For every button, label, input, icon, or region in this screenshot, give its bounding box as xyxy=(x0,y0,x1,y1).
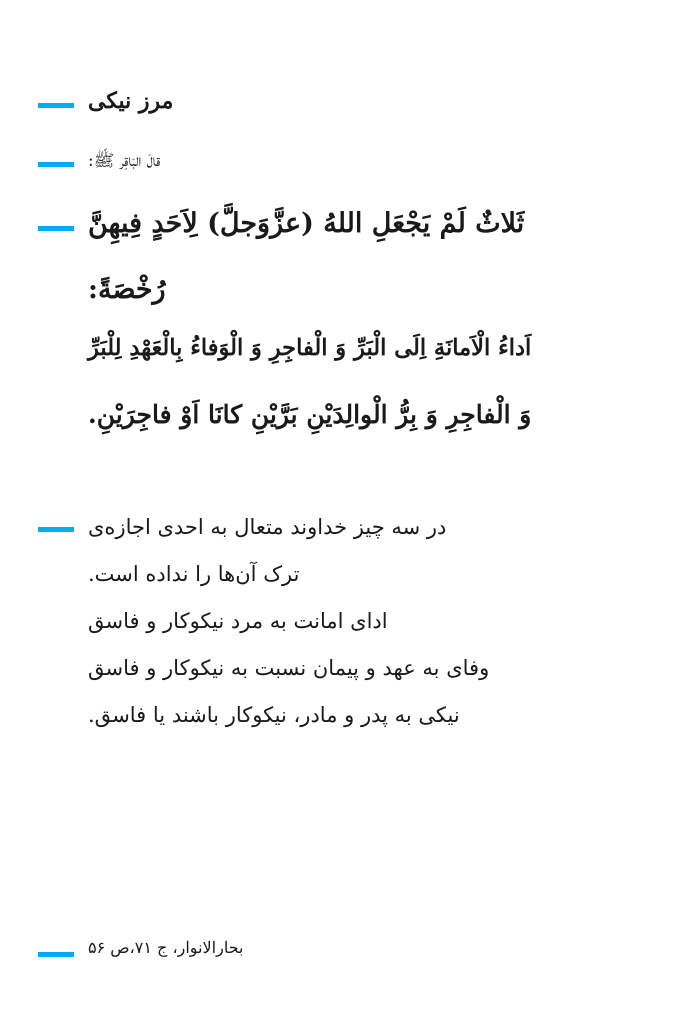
arabic-marker xyxy=(38,226,74,231)
persian-line: وفای به عهد و پیمان نسبت به نیکوکار و فاسق xyxy=(88,656,490,680)
source-reference: بحارالانوار، ج ۷۱،ص ۵۶ xyxy=(88,938,244,957)
arabic-line: ثَلاثٌ لَمْ يَجْعَلِ اللهُ (عزَّوَجلَّ) لِاَحَدٍ فِيهِنَّ xyxy=(88,208,525,239)
arabic-line: اَداءُ الْاَمانَةِ اِلَى الْبَرِّ وَ الْفاجِرِ وَ الْوَفاءُ بِالْعَهْدِ لِلْبَرِّ xyxy=(88,335,532,361)
page-title: مرز نیکی xyxy=(88,88,174,114)
speaker-marker xyxy=(38,162,74,167)
arabic-line: وَ الْفاجِرِ وَ بِرُّ الْوالِدَيْنِ بَرَّيْنِ كانَا اَوْ فاجِرَيْنِ. xyxy=(88,400,532,429)
persian-line: ادای امانت به مرد نیکوکار و فاسق xyxy=(88,609,388,633)
persian-marker xyxy=(38,527,74,532)
source-marker xyxy=(38,952,74,957)
persian-line: در سه چیز خداوند متعال به احدی اجازه‌ی xyxy=(88,515,447,539)
arabic-line: رُخْصَةً: xyxy=(88,274,166,305)
speaker-attribution: قالَ البَاقِر ﷺ: xyxy=(88,151,161,171)
persian-line: ترک آن‌ها را نداده است. xyxy=(88,562,300,586)
persian-line: نیکی به پدر و مادر، نیکوکار باشند یا فاسق. xyxy=(88,703,460,727)
title-marker xyxy=(38,103,74,108)
